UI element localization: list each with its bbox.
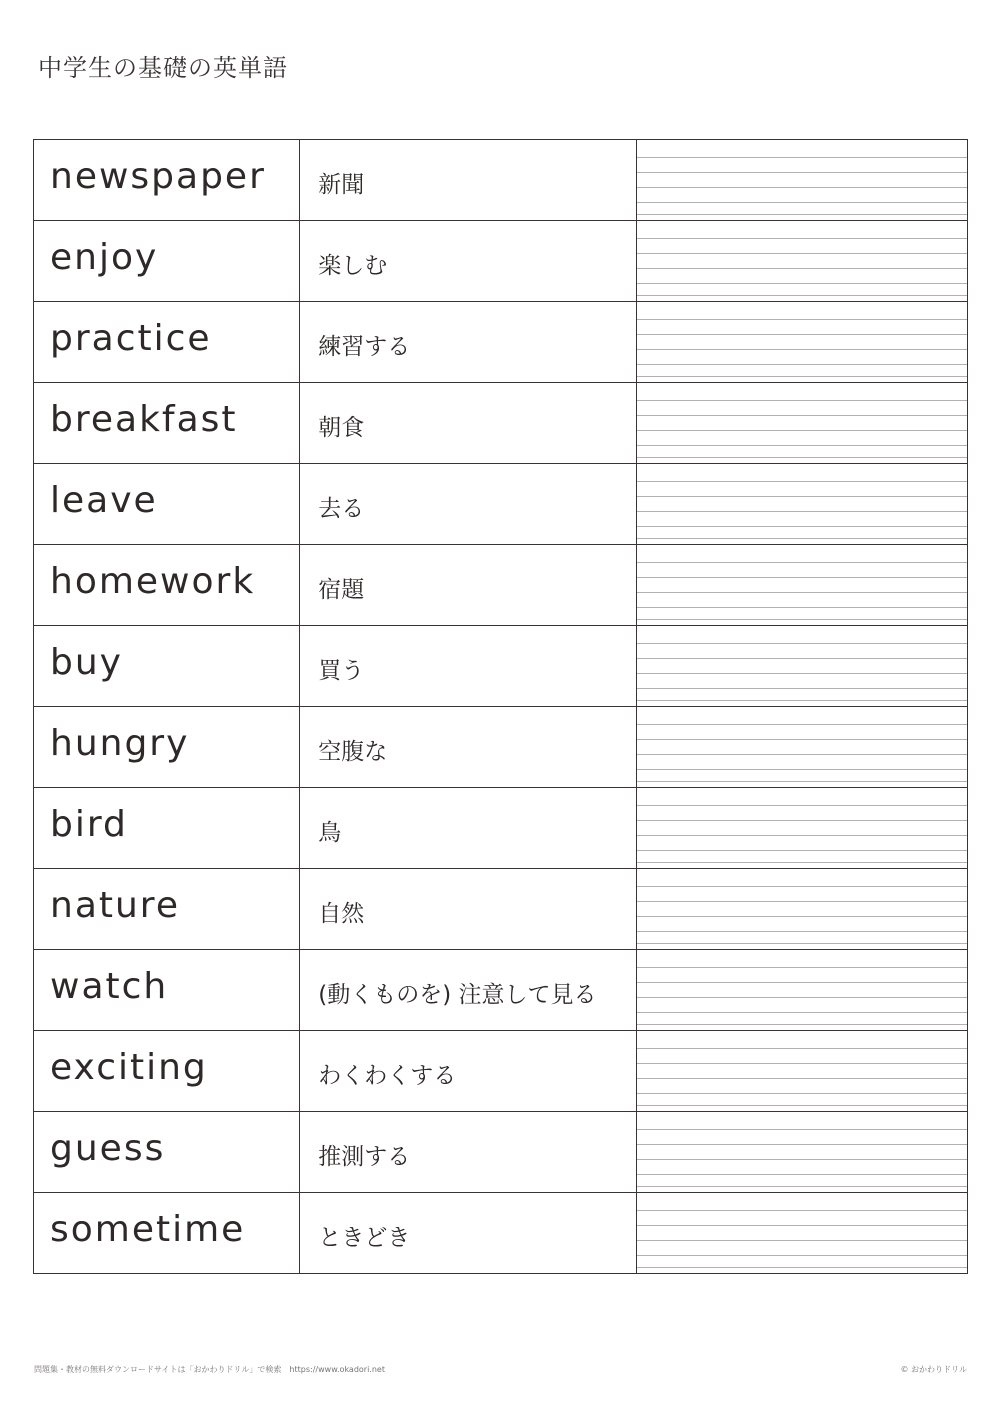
table-row <box>34 788 968 869</box>
writing-practice-cell[interactable] <box>636 1112 967 1193</box>
english-word: nature <box>50 884 180 926</box>
meaning-cell <box>300 626 636 707</box>
word-cell <box>34 302 300 383</box>
japanese-meaning: 推測する <box>318 1143 411 1170</box>
writing-practice-cell[interactable] <box>636 869 967 950</box>
word-cell <box>34 626 300 707</box>
meaning-cell <box>300 1193 636 1274</box>
writing-guide-lines <box>637 950 967 1030</box>
word-cell <box>34 1112 300 1193</box>
english-word: newspaper <box>50 155 266 197</box>
writing-guide-lines <box>637 788 967 868</box>
word-cell <box>34 788 300 869</box>
word-cell <box>34 221 300 302</box>
meaning-cell <box>300 221 636 302</box>
meaning-cell <box>300 1112 636 1193</box>
meaning-cell <box>300 869 636 950</box>
japanese-meaning: 宿題 <box>318 576 365 603</box>
writing-guide-lines <box>637 302 967 382</box>
english-word: practice <box>50 317 212 359</box>
japanese-meaning: わくわくする <box>318 1062 457 1089</box>
english-word: buy <box>50 641 123 683</box>
table-row <box>34 221 968 302</box>
word-cell <box>34 464 300 545</box>
english-word: breakfast <box>50 398 238 440</box>
japanese-meaning: 鳥 <box>318 819 342 846</box>
meaning-cell <box>300 464 636 545</box>
japanese-meaning: 自然 <box>318 900 365 927</box>
writing-guide-lines <box>637 383 967 463</box>
meaning-cell <box>300 1031 636 1112</box>
writing-practice-cell[interactable] <box>636 707 967 788</box>
word-cell <box>34 1031 300 1112</box>
vocab-table <box>33 139 968 1274</box>
japanese-meaning: 新聞 <box>318 171 365 198</box>
english-word: leave <box>50 479 158 521</box>
writing-practice-cell[interactable] <box>636 302 967 383</box>
table-row <box>34 545 968 626</box>
japanese-meaning: 空腹な <box>318 738 388 765</box>
writing-practice-cell[interactable] <box>636 140 967 221</box>
page-title: 中学生の基礎の英単語 <box>38 54 288 82</box>
footer-site-info: 問題集・教材の無料ダウンロードサイトは「おかわりドリル」で検索 https://www.okadori.net <box>34 1365 385 1374</box>
writing-guide-lines <box>637 707 967 787</box>
writing-practice-cell[interactable] <box>636 1031 967 1112</box>
writing-guide-lines <box>637 545 967 625</box>
meaning-cell <box>300 545 636 626</box>
writing-guide-lines <box>637 140 967 220</box>
meaning-cell <box>300 707 636 788</box>
english-word: bird <box>50 803 128 845</box>
table-row <box>34 464 968 545</box>
writing-guide-lines <box>637 221 967 301</box>
english-word: guess <box>50 1127 166 1169</box>
word-cell <box>34 869 300 950</box>
table-row <box>34 869 968 950</box>
writing-practice-cell[interactable] <box>636 545 967 626</box>
writing-practice-cell[interactable] <box>636 788 967 869</box>
writing-guide-lines <box>637 464 967 544</box>
word-cell <box>34 707 300 788</box>
word-cell <box>34 950 300 1031</box>
table-row <box>34 950 968 1031</box>
japanese-meaning: 去る <box>318 495 365 522</box>
writing-guide-lines <box>637 1193 967 1273</box>
writing-practice-cell[interactable] <box>636 1193 967 1274</box>
meaning-cell <box>300 950 636 1031</box>
english-word: homework <box>50 560 256 602</box>
word-cell <box>34 140 300 221</box>
writing-guide-lines <box>637 869 967 949</box>
english-word: watch <box>50 965 169 1007</box>
writing-guide-lines <box>637 626 967 706</box>
japanese-meaning: 楽しむ <box>318 252 388 279</box>
japanese-meaning: (動くものを) 注意して見る <box>318 981 597 1008</box>
english-word: enjoy <box>50 236 159 278</box>
writing-practice-cell[interactable] <box>636 464 967 545</box>
writing-practice-cell[interactable] <box>636 221 967 302</box>
word-cell <box>34 545 300 626</box>
vocab-table-body <box>34 140 968 1274</box>
table-row <box>34 383 968 464</box>
table-row <box>34 302 968 383</box>
writing-practice-cell[interactable] <box>636 950 967 1031</box>
writing-guide-lines <box>637 1031 967 1111</box>
meaning-cell <box>300 383 636 464</box>
table-row <box>34 1112 968 1193</box>
footer-copyright: © おかわりドリル <box>900 1365 967 1374</box>
meaning-cell <box>300 788 636 869</box>
english-word: hungry <box>50 722 190 764</box>
table-row <box>34 1031 968 1112</box>
writing-practice-cell[interactable] <box>636 626 967 707</box>
english-word: sometime <box>50 1208 246 1250</box>
table-row <box>34 1193 968 1274</box>
english-word: exciting <box>50 1046 208 1088</box>
meaning-cell <box>300 140 636 221</box>
word-cell <box>34 1193 300 1274</box>
japanese-meaning: ときどき <box>318 1224 411 1251</box>
japanese-meaning: 買う <box>318 657 365 684</box>
table-row <box>34 707 968 788</box>
japanese-meaning: 朝食 <box>318 414 365 441</box>
writing-guide-lines <box>637 1112 967 1192</box>
table-row <box>34 626 968 707</box>
meaning-cell <box>300 302 636 383</box>
writing-practice-cell[interactable] <box>636 383 967 464</box>
table-row <box>34 140 968 221</box>
word-cell <box>34 383 300 464</box>
japanese-meaning: 練習する <box>318 333 411 360</box>
